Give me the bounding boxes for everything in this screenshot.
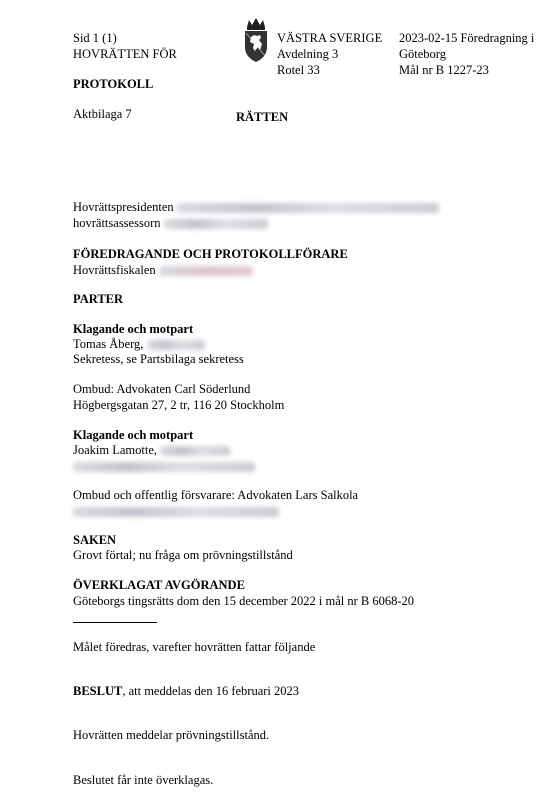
party1-name: Tomas Åberg, [73,337,144,351]
rapporteur-title: Hovrättsfiskalen [73,263,156,277]
decision-line [73,683,299,699]
party1-counsel-address: Högbergsgatan 27, 2 tr, 116 20 Stockholm [73,398,285,412]
matter-text: Grovt förtal; nu fråga om prövningstillstånd [73,548,293,562]
party1-label: Klagande och motpart [73,322,194,336]
party2-name-line [73,442,230,458]
court-member-assessor [73,215,268,231]
assessor-title: hovrättsassessorn [73,216,161,230]
ruling: Hovrätten meddelar prövningstillstånd. [73,728,270,742]
decision-label: BESLUT [73,684,123,698]
attachment-number: Aktbilaga 7 [73,107,132,121]
party1-name-line [73,336,205,352]
city: Göteborg [399,47,446,61]
redacted-id [160,446,230,456]
party2-counsel: Ombud och offentlig försvarare: Advokaten Lars Salkola [73,488,359,502]
division: Avdelning 3 [277,47,339,61]
party2-counsel-address-redacted [73,503,279,519]
coat-of-arms-icon [241,17,271,63]
party2-name: Joakim Lamotte, [73,443,158,457]
party2-label: Klagande och motpart [73,428,194,442]
party1-counsel: Ombud: Advokaten Carl Söderlund [73,382,251,396]
room: Rotel 33 [277,63,320,77]
court-member-president [73,199,439,215]
president-title: Hovrättspresidenten [73,200,174,214]
page-number: Sid 1 (1) [73,31,117,45]
redacted-name [164,219,268,229]
appealed-heading: ÖVERKLAGAT AVGÖRANDE [73,578,245,592]
rapporteur-heading: FÖREDRAGANDE OCH PROTOKOLLFÖRARE [73,247,348,261]
date-line: 2023-02-15 Föredragning i [399,31,535,45]
party2-address-redacted [73,458,255,474]
decision-text: , att meddelas den 16 februari 2023 [122,684,300,698]
case-number: Mål nr B 1227-23 [399,63,489,77]
court-name: HOVRÄTTEN FÖR [73,47,177,61]
appealed-text: Göteborgs tingsrätts dom den 15 december 2022 i mål nr B 6068-20 [73,594,415,608]
matter-heading: SAKEN [73,533,117,547]
redacted-address [73,507,279,517]
document-type: PROTOKOLL [73,77,154,91]
section-heading: RÄTTEN [236,110,289,124]
parties-heading: PARTER [73,292,124,306]
party1-note: Sekretess, se Partsbilaga sekretess [73,352,244,366]
redacted-name [177,203,439,213]
redacted-address [73,462,255,472]
no-appeal-note: Beslutet får inte överklagas. [73,773,214,787]
redacted-name [159,266,253,276]
court-region: VÄSTRA SVERIGE [277,31,383,45]
proceedings-intro: Målet föredras, varefter hovrätten fattar följande [73,640,316,654]
separator-line [73,622,157,623]
rapporteur-line [73,262,253,278]
redacted-id [147,340,205,350]
